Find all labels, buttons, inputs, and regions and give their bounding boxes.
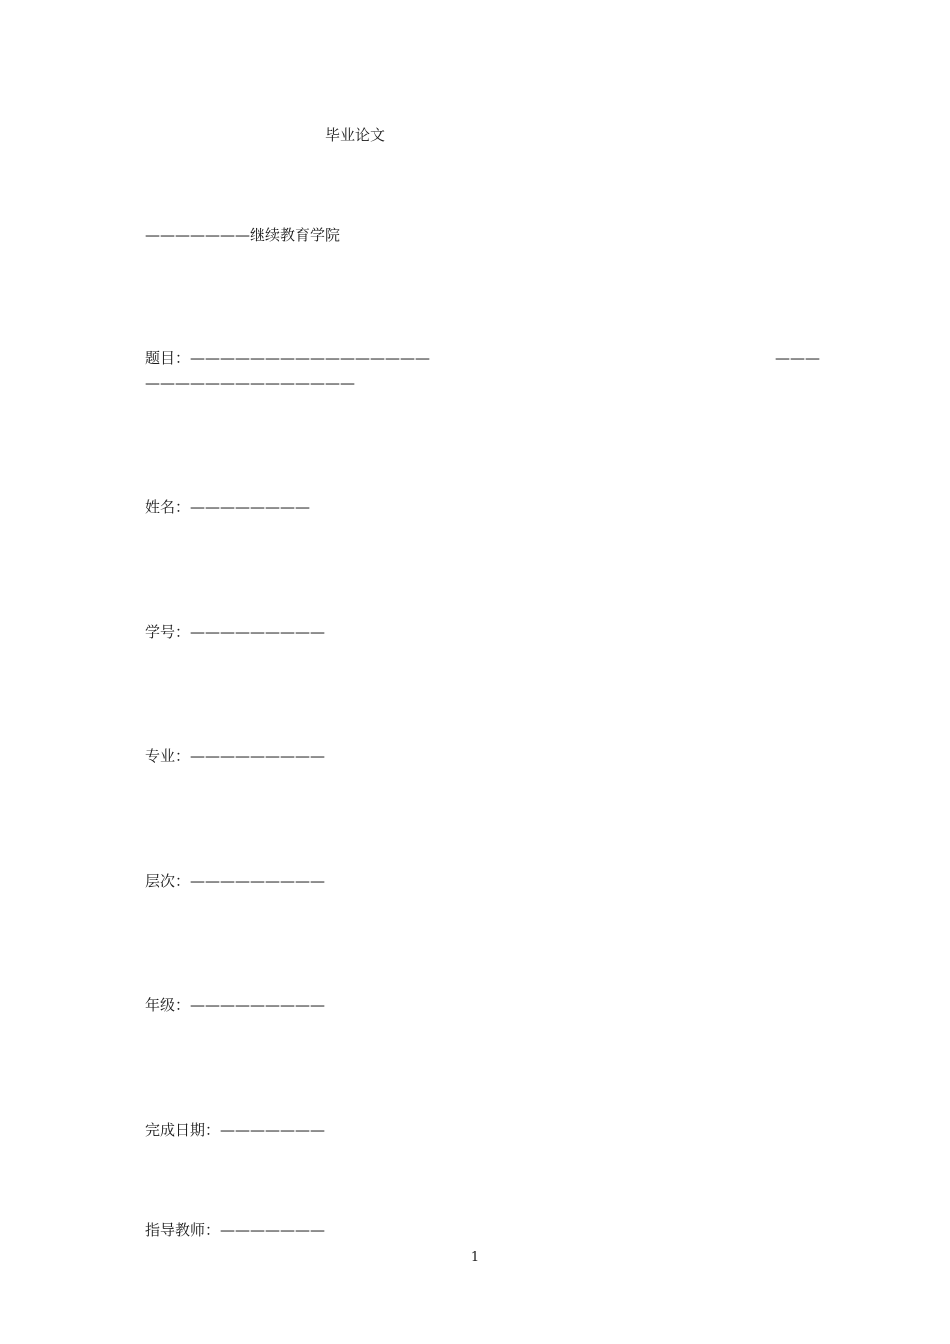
level-line: 层次：————————— (145, 872, 326, 890)
student-id-line: 学号：————————— (145, 623, 326, 641)
topic-line-right: ——— (775, 349, 820, 367)
document-title: 毕业论文 (325, 126, 386, 144)
name-line: 姓名：———————— (145, 498, 311, 516)
topic-line-1: 题目：———————————————— (145, 349, 431, 367)
grade-line: 年级：————————— (145, 996, 326, 1014)
major-line: 专业：————————— (145, 747, 326, 765)
college-line: ———————继续教育学院 (145, 226, 341, 244)
page-number: 1 (470, 1250, 480, 1265)
completion-date-line: 完成日期：——————— (145, 1121, 326, 1139)
topic-line-2: —————————————— (145, 374, 355, 392)
advisor-line: 指导教师：——————— (145, 1221, 326, 1239)
